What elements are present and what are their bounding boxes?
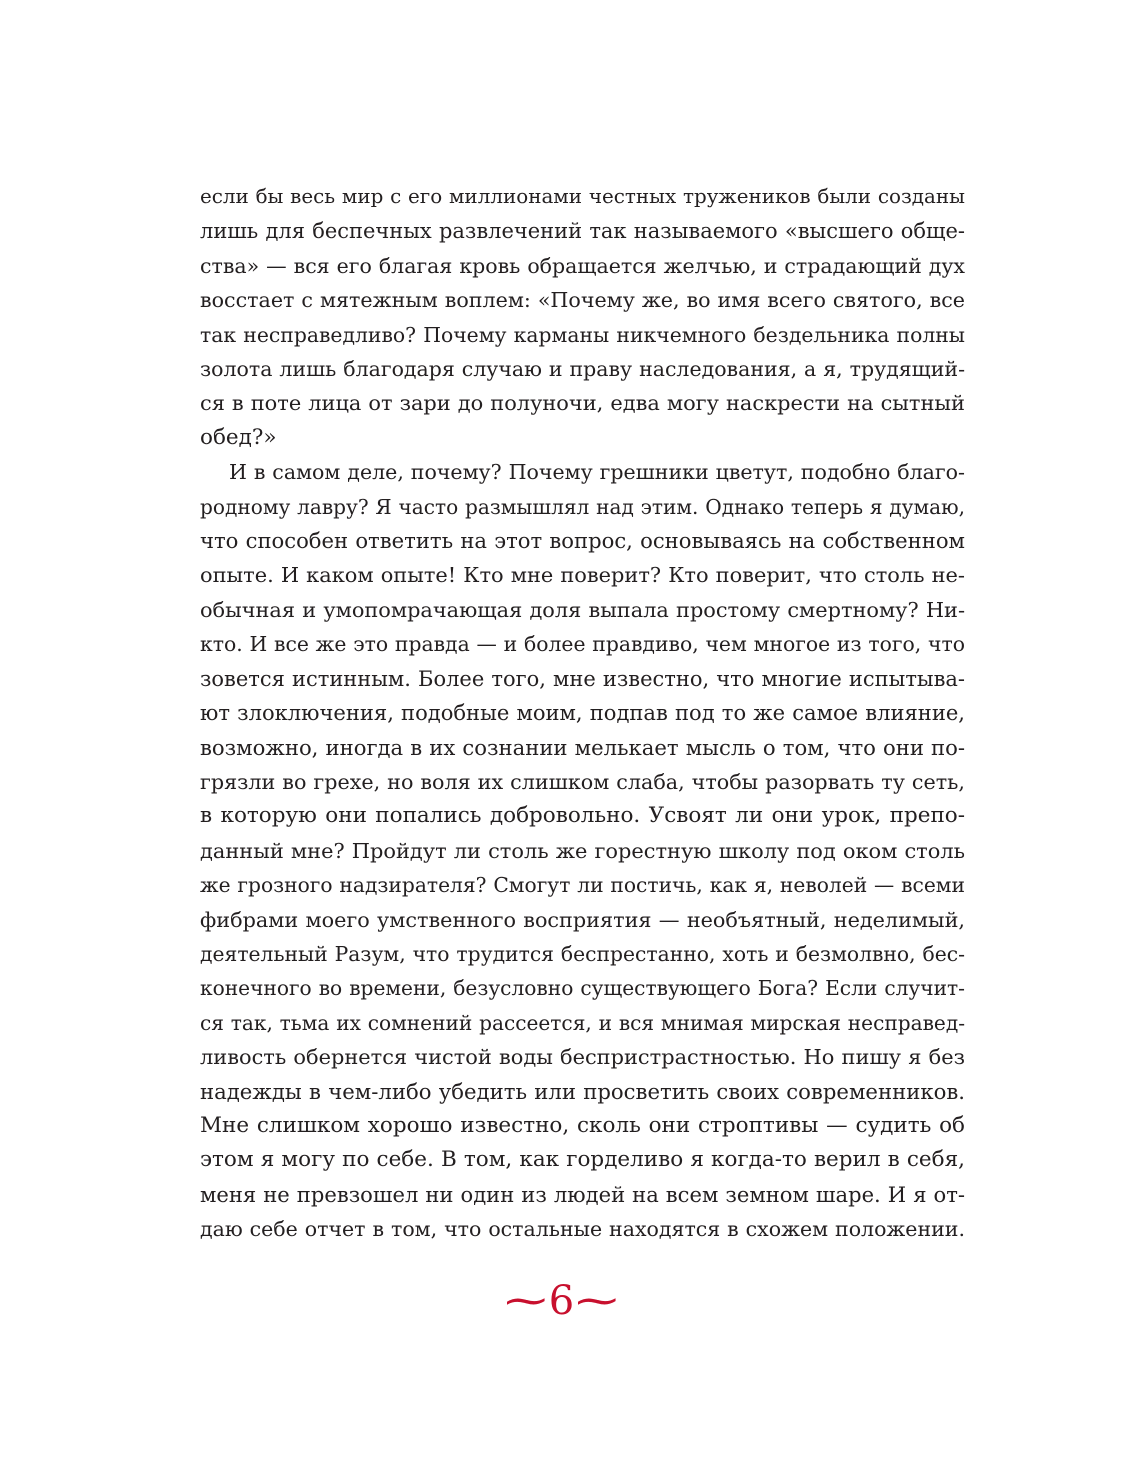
page-number	[0, 1276, 1123, 1326]
paragraph-1	[200, 180, 965, 455]
text-line: меня не превзошел ни один из людей на всем земном шаре. И я от-	[200, 1181, 965, 1207]
text-line: возможно, иногда в их сознании мелькает мысль о том, что они по-	[200, 734, 965, 760]
text-line: этом я могу по себе. В том, как горделиво я когда-то верил в себя,	[200, 1147, 965, 1173]
text-line: надежды в чем-либо убедить или просветить своих современников.	[200, 1078, 965, 1104]
text-line: восстает с мятежным воплем: «Почему же, во имя всего святого, все	[200, 288, 965, 313]
text-line: ся так, тьма их сомнений рассеется, и вся мнимая мирская несправед-	[200, 1010, 965, 1035]
text-line: деятельный Разум, что трудится беспрестанно, хоть и безмолвно, бес-	[200, 941, 965, 966]
text-line: конечного во времени, безусловно существующего Бога? Если случит-	[200, 976, 965, 1001]
text-line: зовется истинным. Более того, мне известно, что многие испытыва-	[200, 666, 965, 691]
text-line: обычная и умопомрачающая доля выпала простому смертному? Ни-	[200, 597, 965, 622]
text-line: золота лишь благодаря случаю и праву наследования, а я, трудящий-	[200, 357, 965, 382]
text-line: если бы весь мир с его миллионами честных тружеников были созданы	[200, 185, 965, 208]
tilde-ornament-left: ~	[500, 1278, 552, 1324]
text-line: фибрами моего умственного восприятия — необъятный, неделимый,	[200, 907, 965, 932]
text-line: опыте. И каком опыте! Кто мне поверит? Кто поверит, что столь не-	[200, 563, 965, 588]
text-line: Мне слишком хорошо известно, сколь они строптивы — судить об	[200, 1112, 965, 1138]
text-line: обед?»	[200, 424, 277, 450]
text-line: ливость обернется чистой воды беспристрастностью. Но пишу я без	[200, 1045, 965, 1070]
text-line: ся в поте лица от зари до полуночи, едва могу наскрести на сытный	[200, 391, 965, 416]
body-text	[200, 180, 965, 1247]
text-line: так несправедливо? Почему карманы никчемного бездельника полны	[200, 322, 965, 347]
text-line: в которую они попались добровольно. Усвоят ли они урок, препо-	[200, 803, 965, 829]
page-number-value: 6	[548, 1278, 575, 1324]
text-line: И в самом деле, почему? Почему грешники цветут, подобно благо-	[229, 460, 965, 485]
paragraph-2	[200, 455, 965, 1246]
text-line: даю себе отчет в том, что остальные находятся в схожем положении.	[200, 1217, 965, 1242]
text-line: что способен ответить на этот вопрос, основываясь на собственном	[200, 528, 965, 554]
text-line: ют злоключения, подобные моим, подпав под то же самое влияние,	[200, 700, 965, 726]
text-line: грязли во грехе, но воля их слишком слаба, чтобы разорвать ту сеть,	[200, 769, 965, 794]
text-line: же грозного надзирателя? Смогут ли постичь, как я, неволей — всеми	[200, 873, 965, 898]
text-line: ства» — вся его благая кровь обращается желчью, и страдающий дух	[200, 253, 965, 278]
text-line: родному лавру? Я часто размышлял над этим. Однако теперь я думаю,	[200, 494, 965, 519]
text-line: кто. И все же это правда — и более правдиво, чем многое из того, что	[200, 632, 965, 657]
tilde-ornament-right: ~	[571, 1278, 623, 1324]
text-line: лишь для беспечных развлечений так называемого «высшего обще-	[200, 219, 965, 244]
text-line: данный мне? Пройдут ли столь же горестную школу под оком столь	[200, 838, 965, 863]
